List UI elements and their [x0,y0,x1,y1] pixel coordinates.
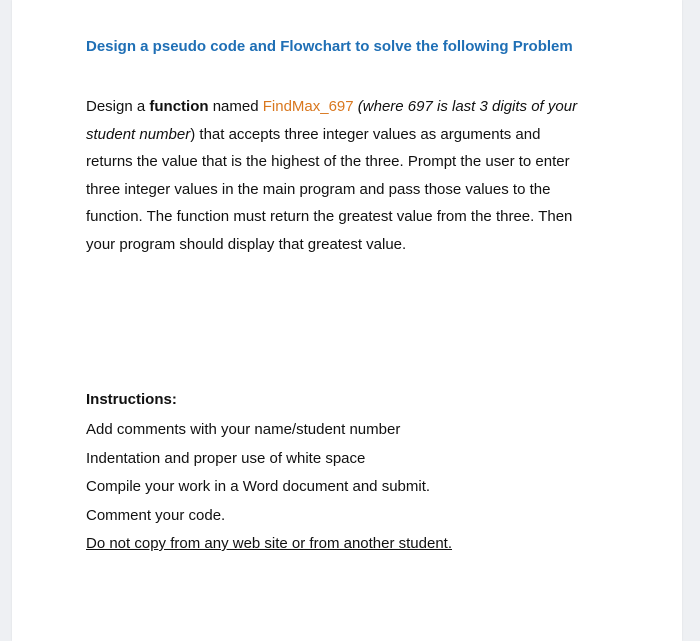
text-segment: Design a [86,98,150,115]
problem-line-1 [86,93,626,121]
problem-line-6: your program should display that greatest value. [86,235,407,253]
instructions-section [86,388,626,559]
instruction-item: Indentation and proper use of white space [86,449,366,467]
problem-line-4: three integer values in the main program and pass those values to the [86,180,551,198]
instruction-item: Comment your code. [86,506,226,524]
text-segment: ) that accepts three integer values as arguments and [190,125,541,143]
bold-keyword-function: function [149,98,209,115]
problem-line-5: function. The function must return the greatest value from the three. Then [86,208,573,225]
document-page [12,0,682,641]
problem-statement [86,93,626,258]
instructions-title: Instructions: [86,391,177,408]
document-heading: Design a pseudo code and Flowchart to solve the following Problem [86,38,573,55]
problem-line-2 [86,121,626,149]
italic-note: student number [86,125,191,143]
instruction-item: Compile your work in a Word document and submit. [86,478,431,495]
instruction-item: Add comments with your name/student number [86,421,401,438]
text-segment: named [208,98,263,115]
function-name: FindMax_697 [262,98,354,115]
problem-line-3: returns the value that is the highest of the three. Prompt the user to enter [86,153,570,170]
instruction-item-underlined: Do not copy from any web site or from another student. [86,535,453,552]
italic-note: (where 697 is last 3 digits of your [353,98,578,115]
